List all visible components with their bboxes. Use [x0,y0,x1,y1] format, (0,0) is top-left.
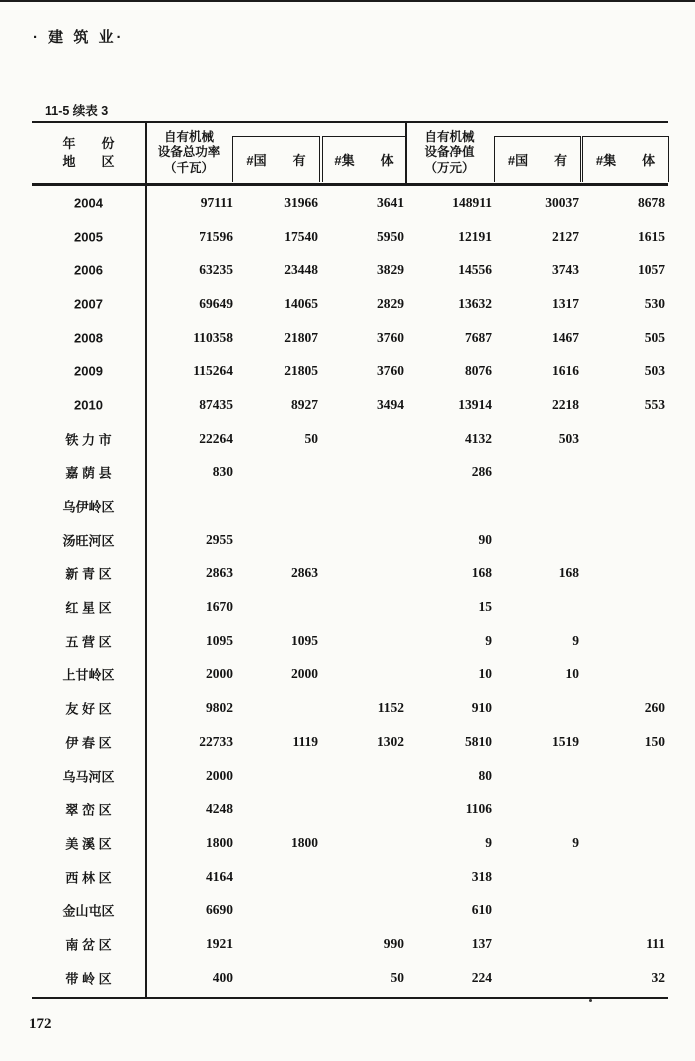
cell-value: 115264 [193,363,233,379]
row-label: 乌伊岭区 [62,499,115,515]
cell-value: 87435 [199,396,233,412]
table-row [32,220,668,254]
row-label: 翠 峦 区 [65,802,112,818]
cell-value: 9802 [206,700,233,716]
cell-value: 137 [471,935,492,951]
cell-value: 2000 [291,666,318,682]
cell-value: 1095 [291,632,318,648]
cell-value: 2863 [206,565,233,581]
row-label: 2009 [74,363,103,379]
cell-value: 2127 [552,228,579,244]
table-row [32,725,668,759]
cell-value: 2955 [206,531,233,547]
table-row [32,287,668,321]
cell-value: 1615 [638,228,665,244]
cell-value: 830 [212,464,233,480]
row-label: 友 好 区 [65,701,112,717]
cell-value: 5950 [377,228,404,244]
cell-value: 9 [572,834,579,850]
cell-value: 97111 [200,194,233,210]
cell-value: 3760 [377,363,404,379]
cell-value: 22264 [199,430,233,446]
table-row [32,792,668,826]
page-number: 172 [29,1016,52,1032]
section-header: · 建 筑 业· [33,29,125,46]
row-label: 南 岔 区 [65,937,112,953]
cell-value: 69649 [199,295,233,311]
row-label: 上甘岭区 [62,667,115,683]
cell-value: 8076 [465,363,492,379]
cell-value: 530 [644,295,665,311]
cell-value: 2829 [377,295,404,311]
cell-value: 503 [558,430,579,446]
cell-value: 400 [212,969,233,985]
row-label: 西 林 区 [65,870,112,886]
row-label: 嘉 荫 县 [65,465,112,481]
header-net-value-line2: 设备净值 [424,145,475,160]
table-row [32,186,668,220]
cell-value: 30037 [545,194,579,210]
page-top-edge-artifact [0,0,695,2]
table-row [32,489,668,523]
table-row [32,354,668,388]
table-row [32,456,668,490]
table-header [32,123,668,186]
cell-value: 318 [471,868,492,884]
cell-value: 2863 [291,565,318,581]
cell-value: 505 [644,329,665,345]
table-row [32,557,668,591]
cell-value: 111 [646,935,665,951]
cell-value: 1152 [377,700,404,716]
table-row [32,624,668,658]
cell-value: 15 [478,599,492,615]
header-net-value-line3: （万元） [424,160,475,175]
cell-value: 31966 [284,194,318,210]
cell-value: 10 [565,666,579,682]
table-row [32,961,668,995]
table-row [32,388,668,422]
cell-value: 3743 [552,262,579,278]
cell-value: 9 [485,834,492,850]
scan-speck-artifact [589,999,592,1002]
cell-value: 71596 [199,228,233,244]
table-row [32,691,668,725]
header-state-owned-1: #国 有 [232,136,320,182]
cell-value: 610 [471,902,492,918]
cell-value: 260 [644,700,665,716]
statistics-table [32,121,668,999]
cell-value: 32 [651,969,665,985]
header-total-power-line3: （千瓦） [163,160,214,175]
cell-value: 9 [485,632,492,648]
cell-value: 6690 [206,902,233,918]
cell-value: 3494 [377,396,404,412]
column-divider-line [145,123,147,997]
cell-value: 21805 [284,363,318,379]
cell-value: 3760 [377,329,404,345]
row-label: 汤旺河区 [62,533,115,549]
header-net-value-line1: 自有机械 [424,129,475,144]
cell-value: 8678 [638,194,665,210]
header-collective-1: #集 体 [322,136,406,182]
cell-value: 1800 [206,834,233,850]
table-continuation-label: 11-5 续表 3 [45,104,109,118]
cell-value: 4248 [206,801,233,817]
cell-value: 3641 [377,194,404,210]
cell-value: 90 [478,531,492,547]
table-row [32,523,668,557]
header-region-line: 地 区 [62,154,115,169]
cell-value: 910 [471,700,492,716]
cell-value: 7687 [465,329,492,345]
cell-value: 110358 [193,329,233,345]
cell-value: 2218 [552,396,579,412]
cell-value: 21807 [284,329,318,345]
cell-value: 4132 [465,430,492,446]
row-label: 2007 [74,296,103,312]
cell-value: 150 [644,733,665,749]
row-label: 新 青 区 [65,566,112,582]
row-label: 伊 春 区 [65,735,112,751]
cell-value: 50 [304,430,318,446]
cell-value: 23448 [284,262,318,278]
table-row [32,590,668,624]
table-row [32,321,668,355]
header-net-value [407,123,492,183]
row-label: 金山屯区 [62,903,115,919]
cell-value: 990 [383,935,404,951]
cell-value: 1095 [206,632,233,648]
cell-value: 1057 [638,262,665,278]
row-label: 带 岭 区 [65,971,112,987]
table-row [32,658,668,692]
cell-value: 12191 [458,228,492,244]
row-label: 2005 [74,229,103,245]
cell-value: 9 [572,632,579,648]
table-row [32,253,668,287]
cell-value: 1317 [552,295,579,311]
cell-value: 1119 [292,733,318,749]
cell-value: 503 [644,363,665,379]
header-total-power-line2: 设备总功率 [157,145,221,160]
header-collective-2: #集 体 [582,136,669,182]
cell-value: 2000 [206,767,233,783]
table-row [32,422,668,456]
header-total-power [146,123,232,183]
cell-value: 224 [471,969,492,985]
cell-value: 14556 [458,262,492,278]
table-rows [32,186,668,995]
cell-value: 5810 [465,733,492,749]
cell-value: 13914 [458,396,492,412]
cell-value: 148911 [452,194,492,210]
cell-value: 63235 [199,262,233,278]
row-label: 铁 力 市 [65,432,112,448]
cell-value: 1670 [206,599,233,615]
row-label: 五 营 区 [65,634,112,650]
row-label: 红 星 区 [65,600,112,616]
cell-value: 13632 [458,295,492,311]
table-row [32,759,668,793]
row-label: 2006 [74,262,103,278]
cell-value: 2000 [206,666,233,682]
cell-value: 1519 [552,733,579,749]
table-row [32,860,668,894]
cell-value: 1106 [465,801,492,817]
cell-value: 22733 [199,733,233,749]
header-year-line: 年 份 [62,136,115,151]
header-state-owned-2: #国 有 [494,136,581,182]
cell-value: 1467 [552,329,579,345]
cell-value: 10 [478,666,492,682]
cell-value: 50 [390,969,404,985]
row-label: 2004 [74,195,103,211]
row-label: 乌马河区 [62,769,115,785]
table-row [32,893,668,927]
cell-value: 286 [471,464,492,480]
cell-value: 168 [558,565,579,581]
header-year-region [32,123,145,183]
cell-value: 1616 [552,363,579,379]
cell-value: 17540 [284,228,318,244]
cell-value: 14065 [284,295,318,311]
header-total-power-line1: 自有机械 [163,129,214,144]
cell-value: 168 [471,565,492,581]
cell-value: 80 [478,767,492,783]
row-label: 2008 [74,330,103,346]
row-label: 美 溪 区 [65,836,112,852]
table-row [32,927,668,961]
cell-value: 553 [644,396,665,412]
table-row [32,826,668,860]
cell-value: 1800 [291,834,318,850]
row-label: 2010 [74,397,103,413]
cell-value: 3829 [377,262,404,278]
cell-value: 8927 [291,396,318,412]
cell-value: 4164 [206,868,233,884]
cell-value: 1302 [377,733,404,749]
cell-value: 1921 [206,935,233,951]
